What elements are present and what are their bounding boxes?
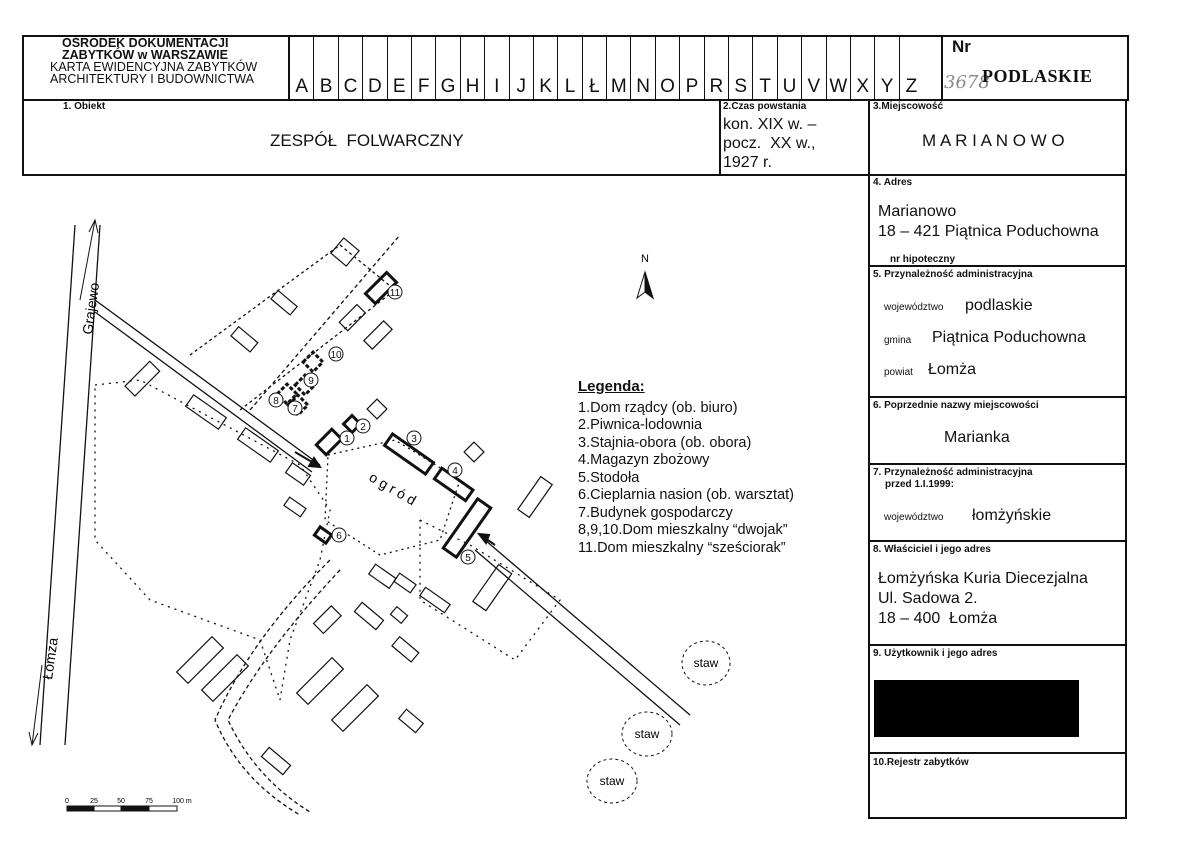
settlement-boundary (190, 245, 395, 410)
road-label-lomza: Łomża (39, 636, 61, 681)
czas-label: 2.Czas powstania (723, 101, 807, 112)
building (420, 587, 450, 612)
scale-label: 100 m (172, 798, 192, 805)
div-5 (868, 396, 1127, 398)
right-col-bottom (868, 817, 1127, 819)
marker-label-7: 7 (292, 404, 298, 415)
building (339, 305, 365, 331)
letter-cell: T (752, 37, 776, 99)
region-stamp: PODLASKIE (982, 66, 1093, 86)
adres-line: 18 – 421 Piątnica Poduchowna (878, 223, 1099, 240)
wlasciciel-label: 8. Właściciel i jego adres (873, 544, 991, 555)
scale-label: 25 (90, 798, 98, 805)
garden-label: o g r ó d (366, 468, 419, 509)
legend-item: 3.Stajnia-obora (ob. obora) (578, 434, 752, 451)
building (464, 442, 484, 462)
div-7 (868, 540, 1127, 542)
institution-line: ZABYTKÓW w WARSZAWIE (62, 48, 228, 62)
north-arrow (637, 272, 653, 298)
building-6 (314, 527, 331, 543)
letter-cell: W (826, 37, 850, 99)
letter-cell: Y (874, 37, 898, 99)
access-road (475, 550, 680, 725)
div-6 (868, 463, 1127, 465)
poprzednie-label: 6. Poprzednie nazwy miejscowości (873, 400, 1039, 411)
building (392, 637, 419, 662)
building (473, 565, 512, 611)
legend-item: 7.Budynek gospodarczy (578, 504, 733, 521)
building (369, 564, 396, 588)
building (364, 321, 392, 349)
road-label-grajewo: Grajewo (79, 281, 103, 336)
legend-item: 6.Cieplarnia nasion (ob. warsztat) (578, 487, 794, 503)
wojewodztwo-old-value: łomżyńskie (972, 507, 1052, 524)
nr-left (941, 35, 943, 100)
wlasciciel-line: Ul. Sadowa 2. (878, 590, 978, 607)
nr-handwritten: 3678 (944, 72, 990, 93)
powiat-value: Łomża (928, 361, 977, 378)
marker-label-3: 3 (411, 434, 417, 445)
building (271, 290, 297, 314)
poprzednie-value: Marianka (944, 429, 1010, 446)
przynaleznosc-label: 5. Przynależność administracyjna (873, 269, 1033, 280)
czas-line: pocz. XX w., (723, 135, 816, 152)
czas-line: 1927 r. (723, 154, 772, 171)
letter-cell: G (435, 37, 459, 99)
letter-cell: B (313, 37, 337, 99)
marker-label-2: 2 (360, 422, 366, 433)
letter-cell: N (630, 37, 654, 99)
building-10 (303, 352, 323, 372)
wojewodztwo-label: województwo (884, 302, 944, 313)
building (284, 497, 306, 517)
building (314, 606, 342, 634)
div-3 (868, 174, 1127, 176)
building (286, 463, 311, 485)
adres-label: 4. Adres (873, 177, 913, 188)
building (399, 709, 424, 732)
building (202, 655, 249, 702)
letter-cell: K (533, 37, 557, 99)
nr-hipoteczny-label: nr hipoteczny (890, 254, 956, 265)
div-9 (868, 752, 1127, 754)
marker-label-5: 5 (465, 553, 471, 564)
gmina-label: gmina (884, 335, 912, 346)
legend-item: 1.Dom rządcy (ob. biuro) (578, 399, 738, 416)
letter-cell: M (606, 37, 630, 99)
letter-cell: D (362, 37, 386, 99)
institution-line: KARTA EWIDENCYJNA ZABYTKÓW (50, 60, 258, 74)
przynaleznosc-old-label: 7. Przynależność administracyjna (873, 467, 1033, 478)
legend-item: 4.Magazyn zbożowy (578, 452, 710, 468)
letter-cell: P (679, 37, 703, 99)
div-4 (868, 265, 1127, 267)
letter-cell: V (801, 37, 825, 99)
letter-cell: R (704, 37, 728, 99)
letter-cell: J (509, 37, 533, 99)
miejscowosc-value: M A R I A N O W O (922, 131, 1065, 150)
scale-label: 0 (65, 798, 69, 805)
rejestr-label: 10.Rejestr zabytków (873, 757, 969, 768)
building (367, 399, 387, 419)
access-road (215, 560, 330, 815)
letter-cell: I (484, 37, 508, 99)
pond-label: staw (693, 656, 719, 670)
marker-label-4: 4 (452, 466, 458, 477)
miejscowosc-label: 3.Miejscowość (873, 101, 944, 112)
institution-line: ARCHITEKTURY I BUDOWNICTWA (50, 72, 254, 86)
building (125, 361, 160, 396)
scale-label: 75 (145, 798, 153, 805)
letter-cell: A (289, 37, 313, 99)
letter-cell: H (460, 37, 484, 99)
div-8 (868, 644, 1127, 646)
letter-cell: U (777, 37, 801, 99)
map-legend (578, 378, 794, 557)
frame-right-top (1127, 35, 1129, 100)
letter-cell: C (338, 37, 362, 99)
building (332, 685, 379, 732)
institution-line: OŚRODEK DOKUMENTACJI (62, 36, 229, 50)
marker-label-1: 1 (344, 434, 350, 445)
marker-label-9: 9 (308, 376, 314, 387)
obiekt-value: ZESPÓŁ FOLWARCZNY (270, 131, 464, 150)
legend-title: Legenda: (578, 378, 645, 395)
marker-label-8: 8 (273, 396, 279, 407)
building (518, 477, 552, 518)
building (354, 602, 383, 629)
wojewodztwo-old-label: województwo (884, 512, 944, 523)
pond-label: staw (634, 727, 660, 741)
wlasciciel-line: Łomżyńska Kuria Diecezjalna (878, 570, 1088, 587)
obiekt-label: 1. Obiekt (63, 101, 106, 112)
letter-cell: E (387, 37, 411, 99)
entry-arrow (479, 534, 489, 543)
legend-item: 11.Dom mieszkalny “sześciorak” (578, 539, 786, 556)
entry-arrow (309, 458, 320, 467)
marker-label-6: 6 (336, 531, 342, 542)
letter-cell: F (411, 37, 435, 99)
building (297, 658, 344, 705)
adres-line: Marianowo (878, 203, 957, 220)
right-col-right (1125, 99, 1127, 819)
legend-item: 8,9,10.Dom mieszkalny “dwojak” (578, 522, 788, 538)
building (331, 238, 359, 266)
access-road (485, 540, 690, 715)
letter-cell: X (850, 37, 874, 99)
legend-item: 5.Stodoła (578, 469, 640, 486)
przynaleznosc-old-label-2: przed 1.I.1999: (885, 479, 954, 490)
field-boundary (95, 380, 330, 700)
czas-line: kon. XIX w. – (723, 116, 817, 133)
marker-label-11: 11 (389, 288, 401, 299)
redaction-block (874, 680, 1079, 737)
settlement-boundary (250, 235, 400, 410)
uzytkownik-label: 9. Użytkownik i jego adres (873, 648, 998, 659)
pond-label: staw (599, 774, 625, 788)
building (186, 395, 227, 429)
marker-label-10: 10 (330, 350, 342, 361)
letter-cell: Z (899, 37, 923, 99)
access-road (228, 570, 340, 812)
building (177, 637, 224, 684)
gmina-value: Piątnica Poduchowna (932, 329, 1086, 346)
building (231, 327, 258, 352)
building (390, 607, 407, 624)
north-label: N (641, 253, 649, 265)
building (261, 747, 290, 774)
letter-cell: L (557, 37, 581, 99)
building-1 (316, 429, 341, 454)
letter-cell: O (655, 37, 679, 99)
powiat-label: powiat (884, 367, 913, 378)
letter-cell: S (728, 37, 752, 99)
legend-item: 2.Piwnica-lodownia (578, 417, 703, 433)
wojewodztwo-value: podlaskie (965, 297, 1033, 314)
scale-label: 50 (117, 798, 125, 805)
scale-bar (67, 806, 177, 811)
letter-cell: Ł (582, 37, 606, 99)
wlasciciel-line: 18 – 400 Łomża (878, 610, 998, 627)
nr-label: Nr (952, 37, 971, 56)
building (394, 573, 416, 593)
